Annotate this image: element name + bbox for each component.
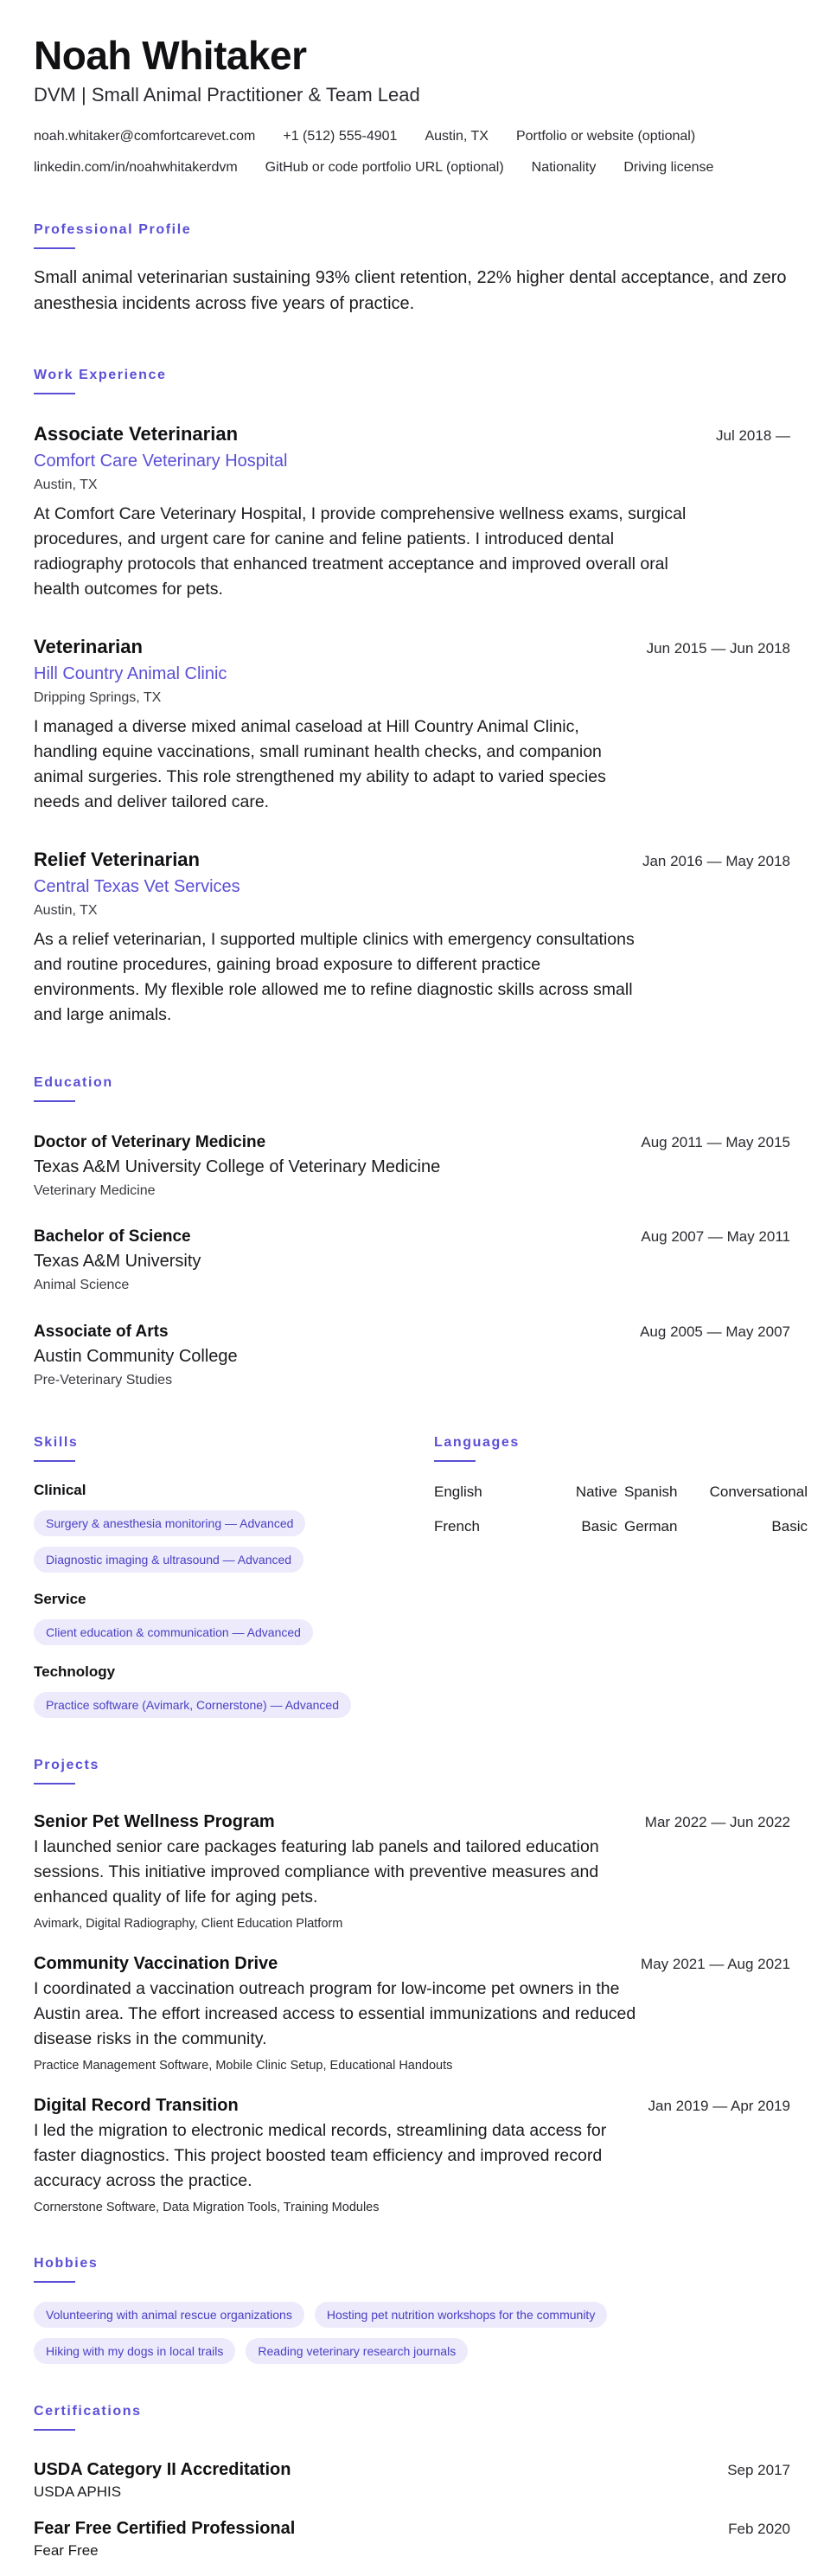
section-divider (34, 1460, 75, 1462)
project-description: I coordinated a vaccination outreach program for low-income pet owners in the Austin area. The effort increased access to essential immunizations and reduced disease risks in the community. (34, 1979, 636, 2048)
school-name: Austin Community College (34, 1347, 238, 1366)
section-divider (34, 393, 75, 394)
language-name: English (434, 1483, 482, 1500)
language-name: French (434, 1518, 480, 1535)
hobby-chip: Reading veterinary research journals (246, 2338, 468, 2364)
project-dates: May 2021 — Aug 2021 (641, 1956, 790, 1972)
contact-github[interactable]: GitHub or code portfolio URL (optional) (265, 160, 504, 175)
degree-name: Associate of Arts (34, 1323, 169, 1341)
job-location: Austin, TX (34, 903, 98, 918)
project-name: Senior Pet Wellness Program (34, 1812, 275, 1831)
skill-category: Clinical (34, 1482, 86, 1498)
section-heading: Hobbies (34, 2256, 99, 2271)
project-name: Community Vaccination Drive (34, 1954, 278, 1973)
project-tools: Practice Management Software, Mobile Clinic Setup, Educational Handouts (34, 2059, 453, 2073)
skill-group (34, 1663, 414, 1718)
education-dates: Aug 2005 — May 2007 (640, 1323, 790, 1340)
contact-driving-license: Driving license (623, 160, 714, 175)
language-item (434, 1483, 617, 1502)
job-dates: Jan 2016 — May 2018 (642, 853, 790, 869)
education-section (34, 1074, 790, 1403)
section-heading: Languages (434, 1435, 520, 1450)
hobby-chip: Hiking with my dogs in local trails (34, 2338, 235, 2364)
employer-name: Central Texas Vet Services (34, 877, 240, 896)
certification-name: USDA Category II Accreditation (34, 2460, 291, 2479)
project-tools: Avimark, Digital Radiography, Client Education Platform (34, 1917, 343, 1931)
education-entry (34, 1226, 790, 1295)
section-heading: Work Experience (34, 368, 167, 382)
project-dates: Mar 2022 — Jun 2022 (644, 1814, 790, 1830)
languages-section (434, 1434, 808, 1536)
education-entry (34, 1131, 790, 1201)
job-title: Relief Veterinarian (34, 849, 200, 870)
project-entry (34, 2094, 790, 2216)
section-divider (34, 1783, 75, 1785)
job-description: At Comfort Care Veterinary Hospital, I provide comprehensive wellness exams, surgical procedures, and urgent care for canine and feline patients. I introduced dental radiography protocols that enhanced treatment acceptance and improved overall oral health outcomes for pets. (34, 504, 687, 599)
hobby-chip: Volunteering with animal rescue organizations (34, 2302, 304, 2328)
job-dates: Jun 2015 — Jun 2018 (646, 640, 790, 657)
section-heading: Education (34, 1075, 113, 1090)
candidate-title: DVM | Small Animal Practitioner & Team Lead (34, 84, 420, 106)
language-level: Native (575, 1483, 617, 1500)
section-heading: Skills (34, 1435, 79, 1450)
section-heading: Professional Profile (34, 222, 192, 237)
project-description: I launched senior care packages featuring lab panels and tailored education sessions. This initiative improved compliance with preventive measures and enhanced quality of life for aging pets. (34, 1837, 599, 1906)
field-of-study: Veterinary Medicine (34, 1183, 156, 1198)
field-of-study: Pre-Veterinary Studies (34, 1373, 173, 1387)
employer-name: Comfort Care Veterinary Hospital (34, 452, 288, 471)
resume-header (34, 33, 790, 176)
language-level: Conversational (709, 1483, 808, 1500)
school-name: Texas A&M University College of Veterinary Medicine (34, 1157, 441, 1176)
project-tools: Cornerstone Software, Data Migration Tools, Training Modules (34, 2201, 380, 2214)
project-description: I led the migration to electronic medical records, streamlining data access for faster diagnostics. This project boosted team efficiency and improved record accuracy across the practice. (34, 2121, 607, 2190)
hobby-chip: Hosting pet nutrition workshops for the community (315, 2302, 607, 2328)
certification-issuer: Fear Free (34, 2542, 99, 2559)
contact-row-secondary (34, 159, 790, 176)
project-name: Digital Record Transition (34, 2096, 239, 2115)
section-divider (34, 2429, 75, 2431)
contact-portfolio[interactable]: Portfolio or website (optional) (515, 129, 696, 144)
skill-chip: Practice software (Avimark, Cornerstone) — Advanced (34, 1692, 351, 1718)
skill-chip: Client education & communication — Advanced (34, 1619, 313, 1645)
skill-chip: Diagnostic imaging & ultrasound — Advanced (34, 1547, 303, 1573)
certification-entry (34, 2517, 790, 2560)
language-name: Spanish (624, 1483, 678, 1500)
contact-row-primary (34, 128, 790, 145)
candidate-name: Noah Whitaker (34, 33, 307, 78)
certification-entry (34, 2458, 790, 2502)
skills-section (34, 1434, 414, 1718)
certifications-section (34, 2403, 790, 2576)
section-heading: Certifications (34, 2404, 142, 2419)
section-divider (34, 247, 75, 249)
experience-entry (34, 635, 790, 815)
project-entry (34, 1810, 790, 1932)
education-entry (34, 1321, 790, 1390)
certification-date: Sep 2017 (727, 2462, 790, 2478)
degree-name: Bachelor of Science (34, 1227, 191, 1246)
employer-name: Hill Country Animal Clinic (34, 664, 227, 683)
certification-name: Fear Free Certified Professional (34, 2519, 296, 2538)
skill-category: Service (34, 1591, 86, 1607)
experience-entry (34, 422, 790, 602)
contact-location: Austin, TX (425, 129, 489, 144)
profile-section (34, 221, 790, 317)
education-dates: Aug 2007 — May 2011 (641, 1228, 790, 1245)
certification-issuer: USDA APHIS (34, 2483, 122, 2500)
project-dates: Jan 2019 — Apr 2019 (648, 2098, 790, 2114)
job-dates: Jul 2018 — (716, 427, 790, 444)
degree-name: Doctor of Veterinary Medicine (34, 1133, 266, 1151)
contact-email[interactable]: noah.whitaker@comfortcarevet.com (34, 129, 256, 144)
job-title: Associate Veterinarian (34, 423, 239, 445)
education-dates: Aug 2011 — May 2015 (641, 1134, 790, 1150)
contact-nationality: Nationality (531, 160, 597, 175)
language-level: Basic (771, 1518, 808, 1535)
skill-category: Technology (34, 1663, 116, 1680)
project-entry (34, 1952, 790, 2074)
profile-summary: Small animal veterinarian sustaining 93% client retention, 22% higher dental acceptance, and zero anesthesia incidents across five years of practice. (34, 268, 787, 313)
section-divider (34, 1100, 75, 1102)
projects-section (34, 1757, 790, 2241)
skill-group (34, 1590, 414, 1645)
section-divider (34, 2281, 75, 2283)
language-item (434, 1517, 617, 1536)
job-description: I managed a diverse mixed animal caseload at Hill Country Animal Clinic, handling equine vaccinations, small ruminant health checks, and companion animal surgeries. This role strengthened my ability to adapt to varied species needs and deliver tailored care. (34, 717, 606, 811)
job-title: Veterinarian (34, 636, 143, 657)
certification-date: Feb 2020 (728, 2521, 790, 2537)
contact-linkedin[interactable]: linkedin.com/in/noahwhitakerdvm (34, 160, 238, 175)
hobbies-section (34, 2255, 790, 2364)
language-level: Basic (581, 1518, 617, 1535)
job-location: Dripping Springs, TX (34, 690, 162, 705)
field-of-study: Animal Science (34, 1278, 130, 1292)
contact-phone[interactable]: +1 (512) 555-4901 (283, 129, 398, 144)
experience-entry (34, 848, 790, 1028)
language-item (624, 1483, 808, 1502)
experience-section (34, 367, 790, 1059)
section-divider (434, 1460, 476, 1462)
skill-chip: Surgery & anesthesia monitoring — Advanced (34, 1510, 305, 1536)
skill-group (34, 1481, 414, 1573)
language-name: German (624, 1518, 678, 1535)
section-heading: Projects (34, 1758, 99, 1772)
school-name: Texas A&M University (34, 1252, 201, 1271)
job-location: Austin, TX (34, 477, 98, 492)
language-item (624, 1517, 808, 1536)
job-description: As a relief veterinarian, I supported multiple clinics with emergency consultations and routine procedures, gaining broad exposure to different practice environments. My flexible role allowed me to refine diagnostic skills across small and large animals. (34, 930, 635, 1024)
